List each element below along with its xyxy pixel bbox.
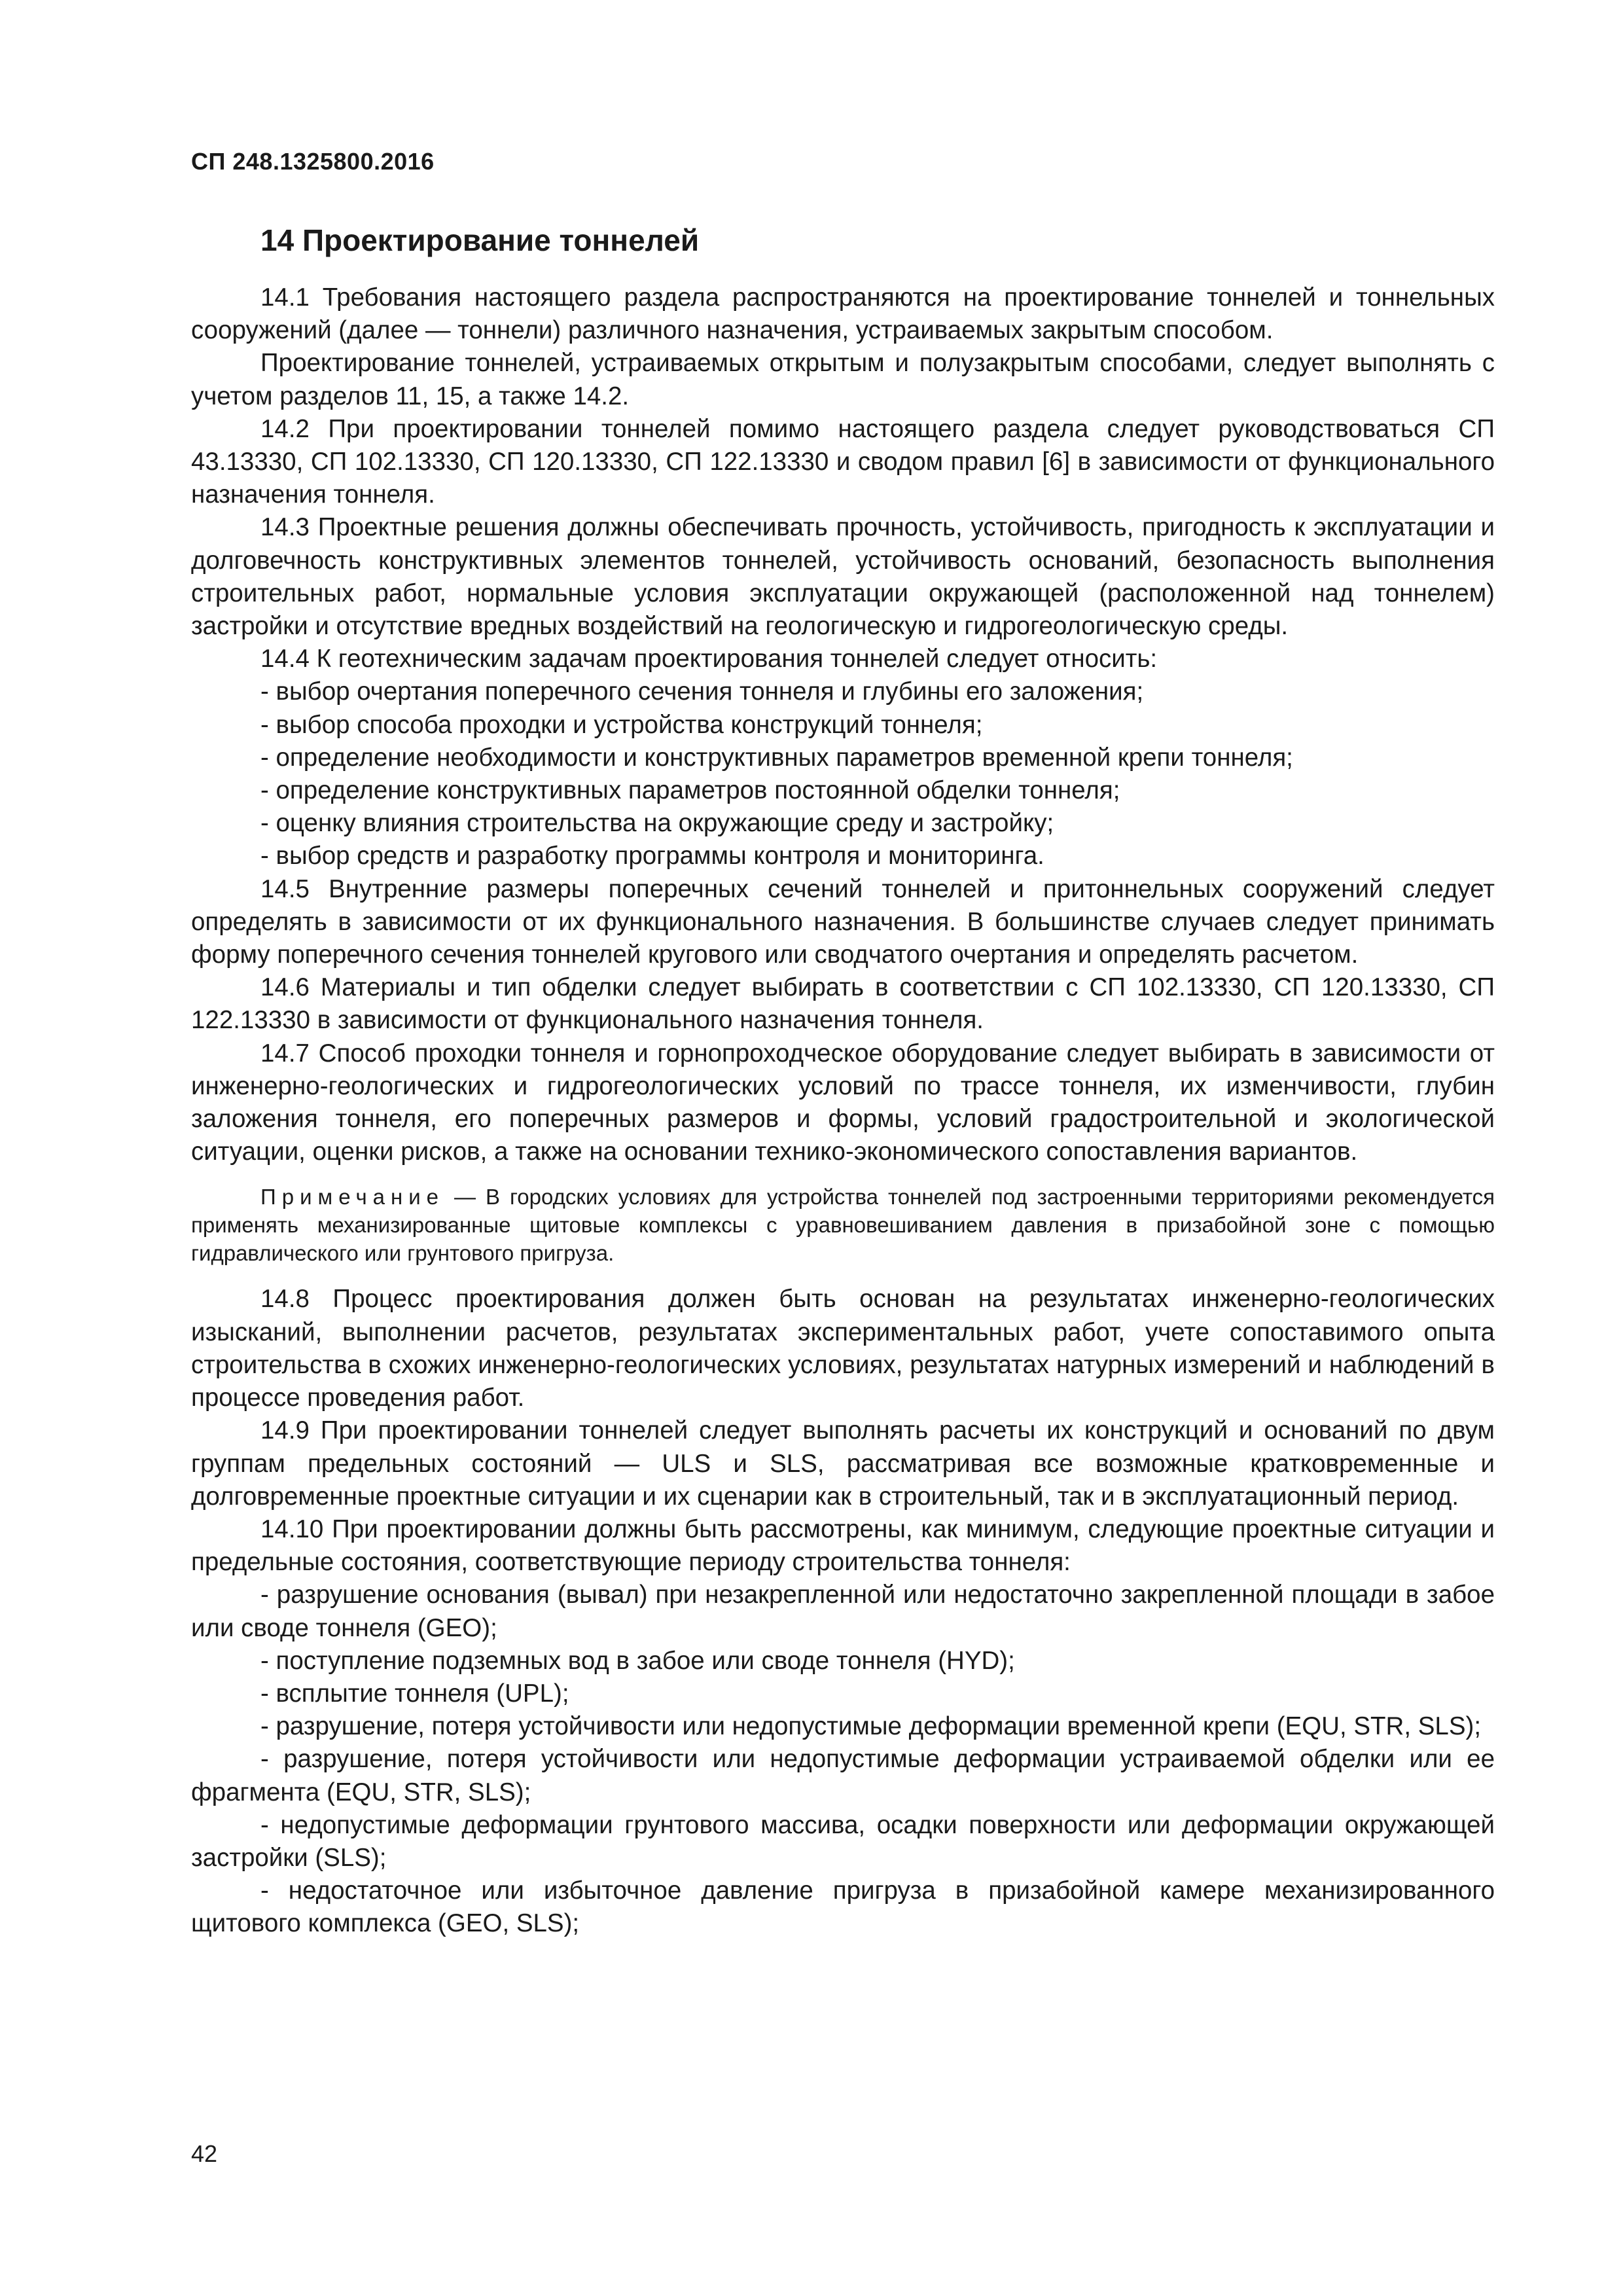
list-item: - разрушение основания (вывал) при незакрепленной или недостаточно закрепленной площади в забое или своде тоннеля (GEO); bbox=[191, 1581, 1495, 1642]
list-item: - определение необходимости и конструктивных параметров временной крепи тоннеля; bbox=[260, 743, 1293, 772]
list-item: - всплытие тоннеля (UPL); bbox=[260, 1679, 569, 1708]
paragraph-14-5: 14.5 Внутренние размеры поперечных сечений тоннелей и притоннельных сооружений следует определять в зависимости от их функционального назначения. В большинстве случаев следует принимать форму поперечного сечения тоннелей кругового или сводчатого очертания и определять расчетом. bbox=[191, 874, 1495, 969]
note-label: Примечание bbox=[260, 1185, 445, 1210]
paragraph-14-8: 14.8 Процесс проектирования должен быть основан на результатах инженерно-геологических изысканий, выполнении расчетов, результатах экспериментальных работ, учете сопоставимого опыта строительства в схожих инженерно-геологических условиях, результатах натурных измерений и наблюдений в процессе проведения работ. bbox=[191, 1285, 1495, 1412]
list-item: - оценку влияния строительства на окружающие среду и застройку; bbox=[260, 809, 1054, 838]
paragraph-14-1-continued: Проектирование тоннелей, устраиваемых открытым и полузакрытым способами, следует выполнять с учетом разделов 11, 15, а также 14.2. bbox=[191, 349, 1495, 410]
paragraph-14-1: 14.1 Требования настоящего раздела распространяются на проектирование тоннелей и тоннельных сооружений (далее — тоннели) различного назначения, устраиваемых закрытым способом. bbox=[191, 283, 1495, 345]
list-item: - разрушение, потеря устойчивости или недопустимые деформации временной крепи (EQU, STR, SLS); bbox=[260, 1712, 1482, 1741]
paragraph-14-9: 14.9 При проектировании тоннелей следует выполнять расчеты их конструкций и оснований по двум группам предельных состояний — ULS и SLS, рассматривая все возможные кратковременные и долговременные проектные ситуации и их сценарии как в строительный, так и в эксплуатационный период. bbox=[191, 1416, 1495, 1511]
list-item: - недостаточное или избыточное давление пригруза в призабойной камере механизированного щитового комплекса (GEO, SLS); bbox=[191, 1876, 1495, 1938]
list-item: - разрушение, потеря устойчивости или недопустимые деформации устраиваемой обделки или ее фрагмента (EQU, STR, SLS); bbox=[191, 1745, 1495, 1806]
paragraph-14-4: 14.4 К геотехническим задачам проектирования тоннелей следует относить: bbox=[260, 645, 1158, 673]
list-item: - определение конструктивных параметров постоянной обделки тоннеля; bbox=[260, 776, 1120, 805]
main-content bbox=[191, 281, 1495, 1941]
page-number: 42 bbox=[191, 2140, 218, 2167]
paragraph-14-2: 14.2 При проектировании тоннелей помимо настоящего раздела следует руководствоваться СП 43.13330, СП 102.13330, СП 120.13330, СП 122.13330 и сводом правил [6] в зависимости от функционального назначения тоннеля. bbox=[191, 414, 1495, 509]
list-item: - выбор способа проходки и устройства конструкций тоннеля; bbox=[260, 710, 983, 739]
list-item: - недопустимые деформации грунтового массива, осадки поверхности или деформации окружающей застройки (SLS); bbox=[191, 1810, 1495, 1872]
note-text: — В городских условиях для устройства тоннелей под застроенными территориями рекомендуется применять механизированные щитовые комплексы с уравновешиванием давления в призабойной зоне с помощью гидравлического или грунтового пригруза. bbox=[191, 1185, 1495, 1266]
list-item: - выбор средств и разработку программы контроля и мониторинга. bbox=[260, 842, 1044, 870]
paragraph-14-3: 14.3 Проектные решения должны обеспечивать прочность, устойчивость, пригодность к эксплуатации и долговечность конструктивных элементов тоннелей, устойчивость оснований, безопасность выполнения строительных работ, нормальные условия эксплуатации окружающей (расположенной над тоннелем) застройки и отсутствие вредных воздействий на геологическую и гидрогеологическую среды. bbox=[191, 513, 1495, 641]
note bbox=[191, 1183, 1495, 1267]
list-item: - поступление подземных вод в забое или своде тоннеля (HYD); bbox=[260, 1646, 1015, 1675]
paragraph-14-6: 14.6 Материалы и тип обделки следует выбирать в соответствии с СП 102.13330, СП 120.13330, СП 122.13330 в зависимости от функционального назначения тоннеля. bbox=[191, 973, 1495, 1035]
document-code-header: СП 248.1325800.2016 bbox=[191, 148, 435, 175]
section-title: 14 Проектирование тоннелей bbox=[260, 223, 700, 257]
paragraph-14-7: 14.7 Способ проходки тоннеля и горнопроходческое оборудование следует выбирать в зависимости от инженерно-геологических и гидрогеологических условий по трассе тоннеля, их изменчивости, глубин заложения тоннеля, его поперечных размеров и формы, условий градостроительной и экологической ситуации, оценки рисков, а также на основании технико-экономического сопоставления вариантов. bbox=[191, 1039, 1495, 1166]
paragraph-14-10: 14.10 При проектировании должны быть рассмотрены, как минимум, следующие проектные ситуации и предельные состояния, соответствующие периоду строительства тоннеля: bbox=[191, 1515, 1495, 1577]
list-item: - выбор очертания поперечного сечения тоннеля и глубины его заложения; bbox=[260, 677, 1144, 706]
